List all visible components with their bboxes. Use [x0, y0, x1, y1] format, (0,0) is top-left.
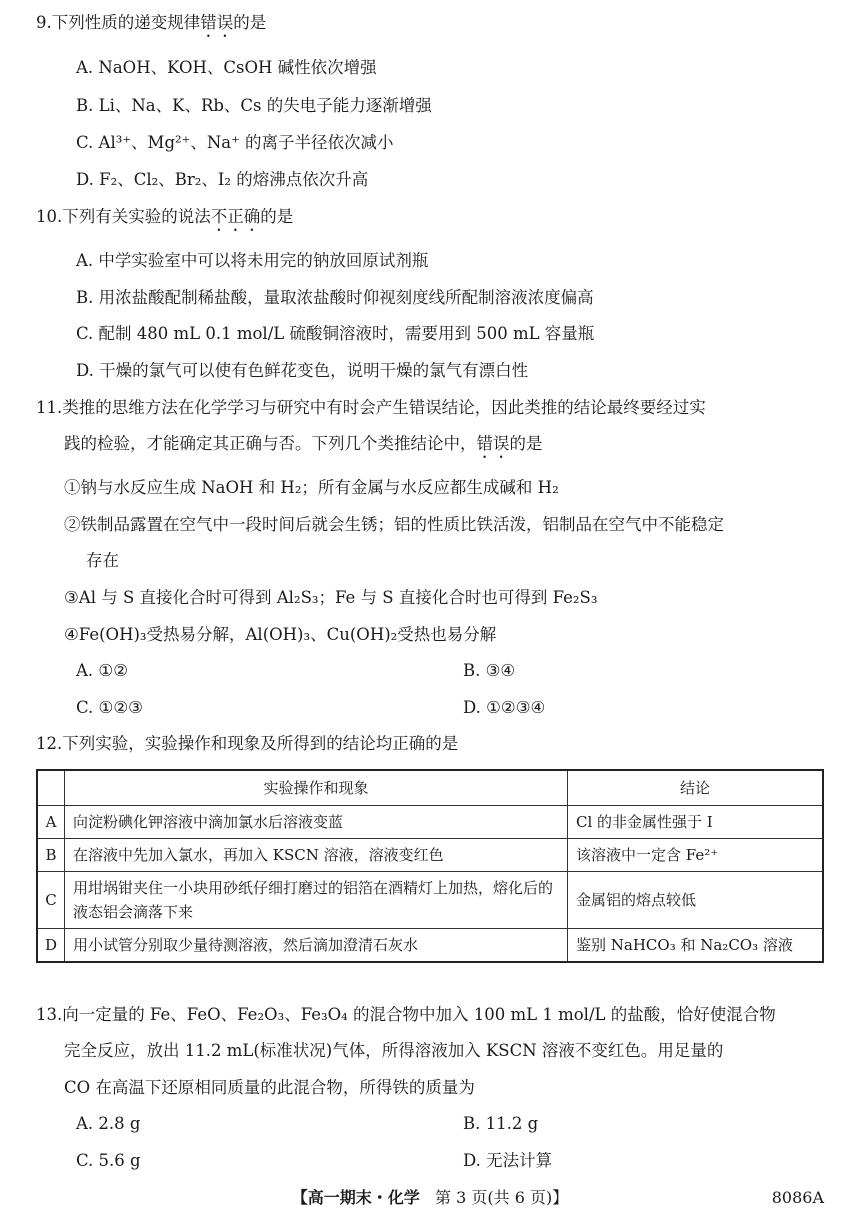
q9-option-a: A. NaOH、KOH、CsOH 碱性依次增强	[76, 58, 377, 77]
q10-stem: 10.下列有关实验的说法不正确的是	[36, 207, 294, 226]
table-header-row	[37, 770, 823, 806]
page-footer	[0, 1187, 860, 1209]
q11-item-2-line1: ②铁制品露置在空气中一段时间后就会生锈；铝的性质比铁活泼，铝制品在空气中不能稳定	[64, 515, 724, 534]
row-operation: 用坩埚钳夹住一小块用砂纸仔细打磨过的铝箔在酒精灯上加热，熔化后的液态铝会滴落下来	[65, 872, 568, 929]
table-row	[37, 839, 823, 872]
q11-stem-line2: 践的检验，才能确定其正确与否。下列几个类推结论中，错误的是	[64, 434, 543, 453]
table-header-conclusion: 结论	[568, 770, 824, 806]
table-row	[37, 872, 823, 929]
row-label: B	[37, 839, 65, 872]
footer-title: 【高一期末・化学	[291, 1188, 420, 1207]
row-conclusion: 该溶液中一定含 Fe²⁺	[568, 839, 824, 872]
q11-option-a: A. ①②	[76, 661, 128, 680]
q11-item-1: ①钠与水反应生成 NaOH 和 H₂；所有金属与水反应都生成碱和 H₂	[64, 478, 559, 497]
q11-stem-line1: 11.类推的思维方法在化学学习与研究中有时会产生错误结论，因此类推的结论最终要经过实	[36, 398, 706, 417]
table-header-label	[37, 770, 65, 806]
q13-stem-line3: CO 在高温下还原相同质量的此混合物，所得铁的质量为	[64, 1078, 475, 1097]
q9-option-c: C. Al³⁺、Mg²⁺、Na⁺ 的离子半径依次减小	[76, 133, 394, 152]
row-conclusion: 金属铝的熔点较低	[568, 872, 824, 929]
q11-item-4: ④Fe(OH)₃受热易分解，Al(OH)₃、Cu(OH)₂受热也易分解	[64, 625, 497, 644]
footer-page: 第 3 页(共 6 页)】	[435, 1188, 569, 1207]
q11-option-b: B. ③④	[463, 661, 516, 680]
q13-option-d: D. 无法计算	[463, 1151, 553, 1170]
q10-option-d: D. 干燥的氯气可以使有色鲜花变色，说明干燥的氯气有漂白性	[76, 361, 529, 380]
q13-option-b: B. 11.2 g	[463, 1114, 539, 1133]
q13-option-c: C. 5.6 g	[76, 1151, 141, 1170]
paper-code: 8086A	[771, 1188, 824, 1207]
q9-option-d: D. F₂、Cl₂、Br₂、I₂ 的熔沸点依次升高	[76, 170, 369, 189]
q12-stem: 12.下列实验，实验操作和现象及所得到的结论均正确的是	[36, 734, 459, 753]
row-label: C	[37, 872, 65, 929]
q11-option-d: D. ①②③④	[463, 698, 546, 717]
row-operation: 用小试管分别取少量待测溶液，然后滴加澄清石灰水	[65, 929, 568, 963]
table-row	[37, 806, 823, 839]
q11-item-3: ③Al 与 S 直接化合时可得到 Al₂S₃；Fe 与 S 直接化合时也可得到 Fe₂S₃	[64, 588, 598, 607]
table-header-operation: 实验操作和现象	[65, 770, 568, 806]
q13-option-a: A. 2.8 g	[76, 1114, 141, 1133]
q13-stem-line1: 13.向一定量的 Fe、FeO、Fe₂O₃、Fe₃O₄ 的混合物中加入 100 mL 1 mol/L 的盐酸，恰好使混合物	[36, 1005, 776, 1024]
row-conclusion: 鉴别 NaHCO₃ 和 Na₂CO₃ 溶液	[568, 929, 824, 963]
row-conclusion: Cl 的非金属性强于 I	[568, 806, 824, 839]
table-row	[37, 929, 823, 963]
experiment-table	[36, 769, 824, 963]
q10-option-b: B. 用浓盐酸配制稀盐酸，量取浓盐酸时仰视刻度线所配制溶液浓度偏高	[76, 288, 594, 307]
row-operation: 在溶液中先加入氯水，再加入 KSCN 溶液，溶液变红色	[65, 839, 568, 872]
row-label: A	[37, 806, 65, 839]
row-operation: 向淀粉碘化钾溶液中滴加氯水后溶液变蓝	[65, 806, 568, 839]
q11-option-c: C. ①②③	[76, 698, 143, 717]
row-label: D	[37, 929, 65, 963]
q9-stem: 9.下列性质的递变规律错误的是	[36, 13, 267, 32]
q10-option-a: A. 中学实验室中可以将未用完的钠放回原试剂瓶	[76, 251, 429, 270]
q13-stem-line2: 完全反应，放出 11.2 mL(标准状况)气体，所得溶液加入 KSCN 溶液不变红色。用足量的	[64, 1041, 724, 1060]
q11-item-2-line2: 存在	[86, 551, 119, 570]
q9-option-b: B. Li、Na、K、Rb、Cs 的失电子能力逐渐增强	[76, 96, 432, 115]
q10-option-c: C. 配制 480 mL 0.1 mol/L 硫酸铜溶液时，需要用到 500 mL 容量瓶	[76, 324, 595, 343]
